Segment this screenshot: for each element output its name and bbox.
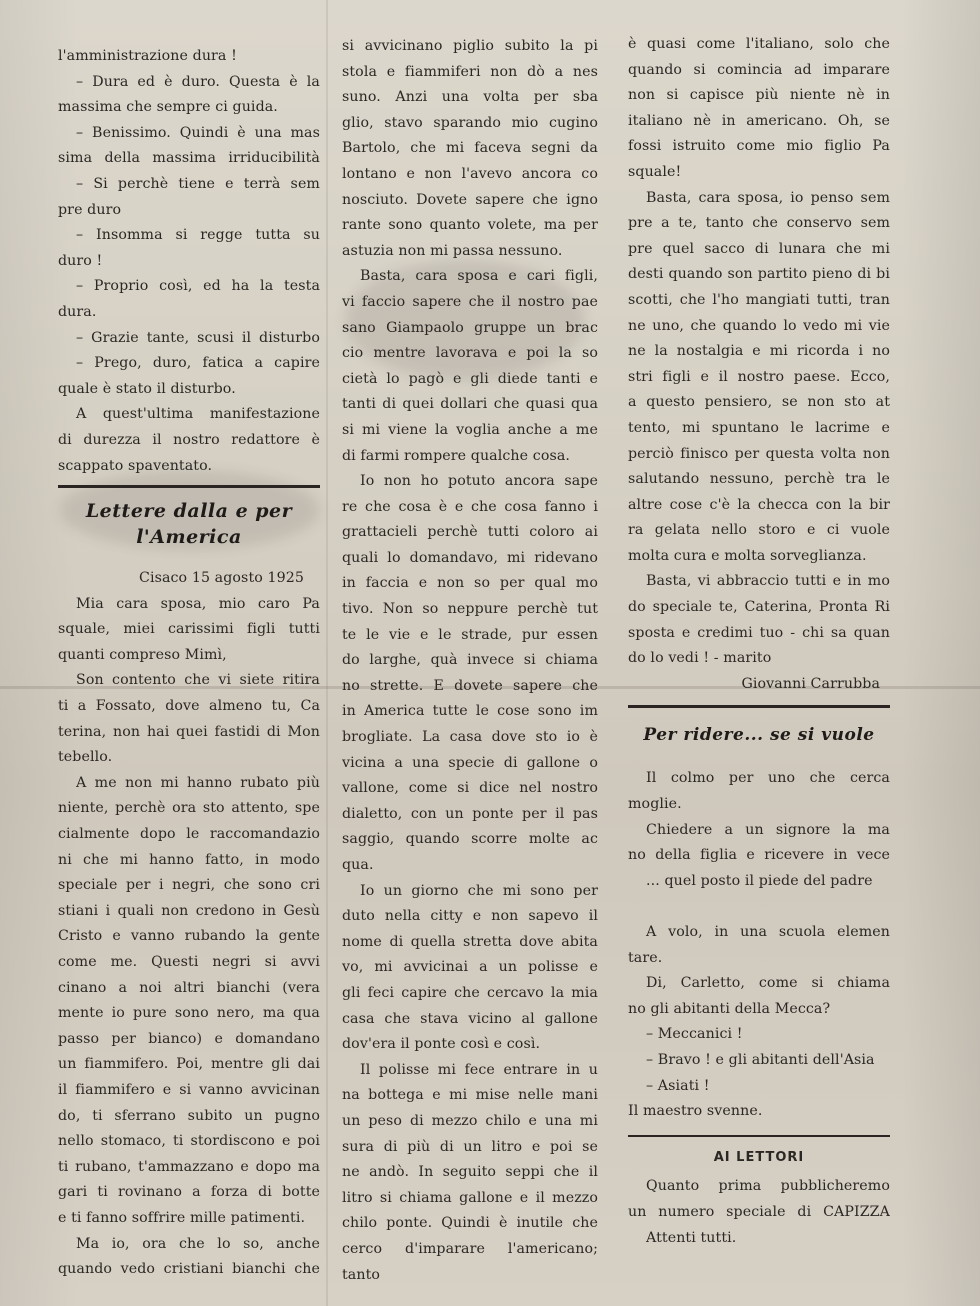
text-line: Basta, vi abbraccio tutti e in mo [646, 573, 890, 590]
text-line: moglie. [628, 796, 682, 813]
text-line: cietà lo pagò e gli diede tanti e [342, 370, 598, 387]
text-line: di durezza il nostro redattore è [58, 431, 320, 448]
text-line: Di, Carletto, come si chiama [646, 975, 890, 992]
text-line: Attenti tutti. [646, 1229, 737, 1246]
text-line: mente io pure sono nero, ma qua [58, 1005, 320, 1022]
text-line: squale! [628, 163, 682, 180]
text-line: pre duro [58, 201, 122, 218]
text-line: do larghe, quà invece si chiama [342, 652, 598, 669]
text-line: Cristo e vanno rubando la gente [58, 928, 320, 945]
text-line: Il maestro svenne. [628, 1103, 763, 1120]
text-line: non si capisce più niente nè in [628, 87, 890, 104]
text-line: stola e fiammiferi non dò a nes [342, 63, 598, 80]
text-line: ti a Fossato, dove almeno tu, Ca [58, 698, 320, 715]
section-headline: Per ridere... se si vuole [643, 725, 875, 746]
text-line: glio, stavo sparando mio cugino [342, 114, 598, 131]
text-line: quali lo domandavo, mi ridevano [342, 549, 598, 566]
text-line: è quasi come l'italiano, solo che [628, 36, 890, 52]
text-line: tanti di quei dollari che quasi qua [342, 396, 598, 413]
divider-rule [628, 705, 890, 708]
text-line: te le vie e le strade, pur essen [342, 626, 598, 643]
text-line: saggio, quando scorre molte ac [342, 831, 598, 848]
text-line: pre quel sacco di lunara che mi [628, 240, 890, 257]
text-line: tare. [628, 949, 663, 966]
text-line: vicina a una specie di gallone o [342, 754, 598, 771]
text-line: duro ! [58, 252, 103, 269]
letter-signature: Giovanni Carrubba [741, 675, 880, 692]
text-line: sima della massima irriducibilità [58, 150, 320, 167]
text-line: quando si comincia ad imparare [628, 61, 890, 78]
text-line: speciale per i negri, che sono cri [58, 877, 320, 894]
text-line: in America tutte le cose sono im [342, 703, 598, 720]
text-line: ... quel posto il piede del padre [646, 872, 873, 889]
text-line: stiani i quali non credono in Gesù [58, 902, 320, 919]
text-line: – Asiati ! [646, 1077, 710, 1094]
text-line: cinano a noi altri bianchi (vera [58, 979, 320, 996]
text-line: do lo vedi ! - marito [628, 650, 772, 667]
text-line: massima che sempre ci guida. [58, 99, 278, 116]
text-line: un numero speciale di CAPIZZA [628, 1203, 890, 1220]
text-line: Ma io, ora che lo so, anche [76, 1235, 320, 1252]
paper-fold-vertical [326, 0, 328, 1306]
text-line: ne andò. In seguito seppi che il [342, 1164, 598, 1181]
text-line: litro si chiama gallone e il mezzo [342, 1189, 598, 1206]
text-line: si mi viene la voglia anche a me [342, 421, 598, 438]
text-line: – Dura ed è duro. Questa è la [76, 73, 320, 90]
text-line: – Proprio così, ed ha la testa [76, 278, 320, 295]
text-line: scappato spaventato. [58, 457, 213, 474]
text-line: a questo pensiero, se non sto at [628, 394, 890, 411]
text-line: l'amministrazione dura ! [58, 48, 237, 64]
text-line: duto nella citty e non sapevo il [342, 908, 598, 925]
text-line: nome di quella stretta dove abita [342, 933, 598, 950]
text-line: ne uno, che quando lo vedo mi vie [628, 317, 890, 334]
text-line: squale, miei carissimi figli tutti [58, 621, 320, 638]
text-line: cerco d'imparare l'americano; tanto [342, 1240, 598, 1283]
text-line: rante sono quanto volete, ma per [342, 217, 598, 234]
text-line: quanti compreso Mimì, [58, 646, 227, 663]
text-line: quale è stato il disturbo. [58, 380, 236, 397]
text-line: ti rubano, t'ammazzano e dopo ma [58, 1158, 320, 1175]
text-line: chilo ponte. Quindi è inutile che [342, 1215, 598, 1232]
text-line: tebello. [58, 749, 113, 766]
text-line: Il colmo per uno che cerca [646, 770, 890, 787]
text-line: Io un giorno che mi sono per [360, 882, 598, 899]
text-line: sura di più di un litro e poi se [342, 1138, 598, 1155]
text-line: italiano nè in americano. Oh, se [628, 112, 890, 129]
text-line: di farmi rompere qualche cosa. [342, 447, 571, 464]
column-1 [58, 44, 320, 1283]
divider-rule [628, 1135, 890, 1137]
notice-title: AI LETTORI [713, 1149, 805, 1165]
text-line: perciò finisco per questa volta non [628, 445, 890, 462]
text-line: – Prego, duro, fatica a capire [76, 355, 320, 372]
text-line: vi faccio sapere che il nostro pae [342, 293, 598, 310]
text-line: gli feci capire che cercavo la mia [342, 984, 598, 1001]
text-line: lontano e non l'avevo ancora co [342, 165, 598, 182]
text-line: do, ti sferrano subito un pugno [58, 1107, 320, 1124]
article-dateline: Cisaco 15 agosto 1925 [138, 570, 304, 587]
text-line: qua. [342, 857, 374, 873]
text-line: astuzia non mi passa nessuno. [342, 242, 563, 259]
text-line: nello stomaco, ti stordiscono e poi [58, 1133, 320, 1150]
text-line: quando vedo cristiani bianchi che [58, 1261, 320, 1278]
text-line: tento, mi spuntano le lacrime e [628, 419, 890, 436]
text-line: salutando nessuno, perchè tra le [628, 471, 890, 488]
text-line: casa che stava vicino al gallone [342, 1010, 598, 1027]
text-line: do speciale te, Caterina, Pronta Ri [628, 599, 890, 616]
text-line: altre cose c'è la checca con la bir [628, 496, 890, 513]
text-line: A volo, in una scuola elemen [646, 924, 890, 940]
text-line: terina, non hai quei fastidi di Mon [58, 723, 320, 740]
text-line: desti quando son partito pieno di bi [628, 266, 890, 283]
text-line: vallone, come si dice nel nostro [342, 780, 598, 797]
text-line: Mia cara sposa, mio caro Pa [76, 595, 320, 612]
article-headline: Lettere dalla e per l'America [85, 500, 293, 549]
text-line: sposta e credimi tuo - chi sa quan [628, 624, 890, 641]
text-line: A me non mi hanno rubato più [76, 774, 320, 791]
column-2 [342, 34, 598, 1288]
text-line: Chiedere a un signore la ma [646, 821, 890, 838]
text-line: si avvicinano piglio subito la pi [342, 38, 598, 54]
column-3 [628, 32, 890, 1251]
text-line: in faccia e non so per qual mo [342, 575, 598, 592]
text-line: un fiammifero. Poi, mentre gli dai [58, 1056, 320, 1073]
text-line: sano Giampaolo gruppe un brac [342, 319, 598, 336]
text-line: vo, mi avvicinai a un polisse e [342, 959, 598, 976]
text-line: come me. Questi negri si avvi [58, 954, 320, 970]
text-line: brogliate. La casa dove sto io è [342, 729, 598, 746]
text-line: ni che mi hanno fatto, in modo [58, 851, 320, 868]
text-line: gari ti rovinano a forza di botte [58, 1184, 320, 1201]
text-line: – Si perchè tiene e terrà sem [76, 175, 320, 192]
text-line: molta cura e molta sorveglianza. [628, 547, 867, 564]
text-line: il fiammifero e si vanno avvicinan [58, 1081, 320, 1098]
text-line: no della figlia e ricevere in vece [628, 847, 890, 864]
text-line: passo per bianco) e domandano [58, 1030, 320, 1047]
text-line: e ti fanno soffrire mille patimenti. [58, 1209, 306, 1226]
text-line: Io non ho potuto ancora sape [360, 473, 598, 490]
text-line: Son contento che vi siete ritira [76, 672, 320, 689]
text-line: ne la nostalgia e mi ricorda i no [628, 343, 890, 360]
text-line: fossi istruito come mio figlio Pa [628, 138, 890, 155]
text-line: grattacieli perchè tutti coloro ai [342, 524, 598, 541]
text-line: – Insomma si regge tutta su [76, 227, 320, 244]
text-line: re che cosa è e che cosa fanno i [342, 498, 598, 515]
text-line: no strette. E dovete sapere che [342, 677, 598, 694]
divider-rule [58, 485, 320, 488]
text-line: Quanto prima pubblicheremo [646, 1178, 890, 1195]
text-line: nosciuto. Dovete sapere che igno [342, 191, 598, 208]
text-line: Bartolo, che mi faceva segni da [342, 140, 598, 157]
text-line: na bottega e mi mise nelle mani [342, 1087, 598, 1104]
text-line: dialetto, con un ponte per il pas [342, 805, 598, 822]
text-line: – Bravo ! e gli abitanti dell'Asia [646, 1051, 875, 1068]
text-line: – Benissimo. Quindi è una mas [76, 124, 320, 141]
text-line: – Grazie tante, scusi il disturbo [76, 329, 320, 346]
text-line: A quest'ultima manifestazione [76, 406, 320, 423]
text-line: Il polisse mi fece entrare in u [360, 1061, 598, 1078]
text-line: Basta, cara sposa, io penso sem [646, 189, 890, 206]
text-line: dov'era il ponte così e così. [342, 1036, 541, 1053]
text-line: cio mentre lavorava e poi la so [342, 345, 598, 362]
text-line: un peso di mezzo chilo e una mi [342, 1112, 598, 1129]
text-line: no gli abitanti della Mecca? [628, 1000, 831, 1017]
text-line: cialmente dopo le raccomandazio [58, 826, 320, 843]
text-line: – Meccanici ! [646, 1026, 743, 1043]
text-line: Basta, cara sposa e cari figli, [360, 268, 598, 285]
text-line: dura. [58, 303, 97, 320]
text-line: niente, perchè ora sto attento, spe [58, 800, 320, 817]
text-line: suno. Anzi una volta per sba [342, 89, 598, 106]
text-line: stri figli e il nostro paese. Ecco, [628, 368, 890, 385]
text-line: ra gelata nello storo e ci vuole [628, 522, 890, 539]
text-line: tivo. Non so neppure perchè tut [342, 601, 598, 618]
text-line: pre a te, tanto che conservo sem [628, 215, 890, 232]
text-line [628, 894, 890, 920]
text-line: scotti, che l'ho mangiati tutti, tran [628, 291, 890, 308]
